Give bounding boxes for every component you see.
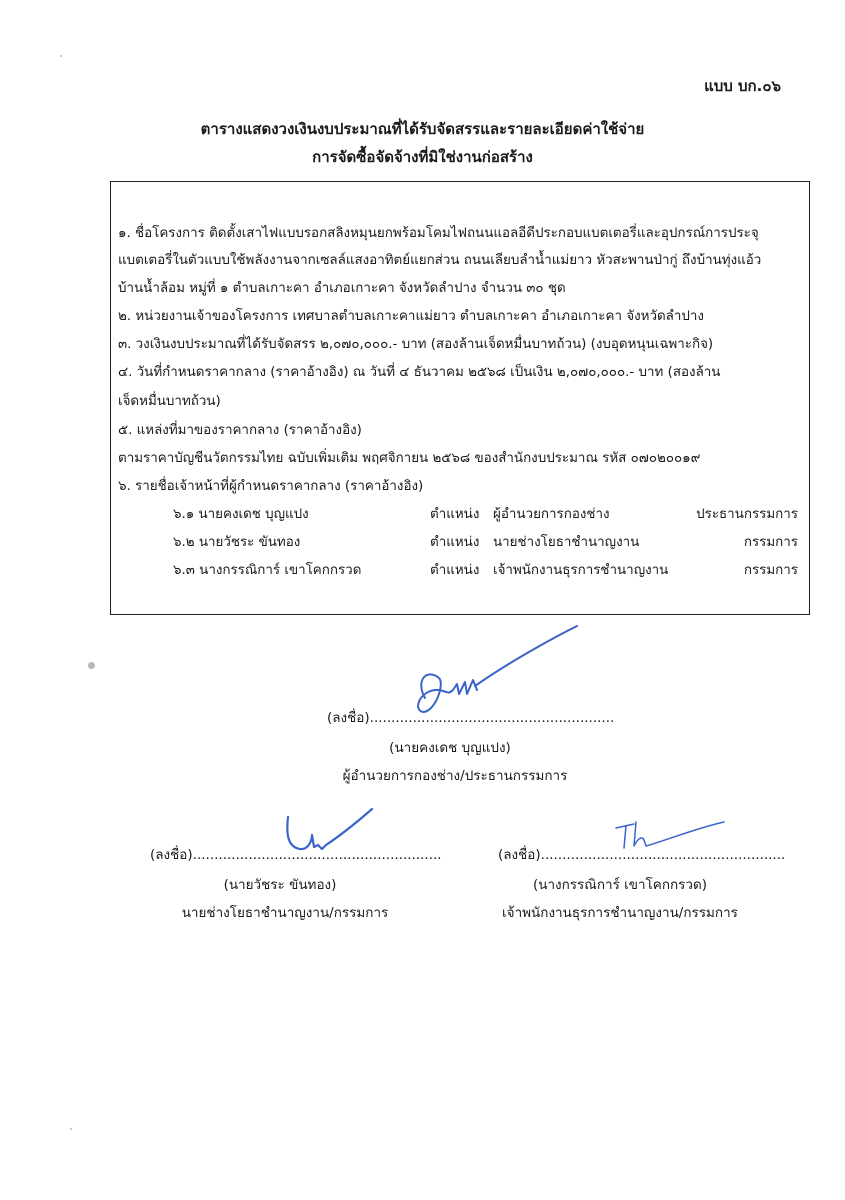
committee-role: กรรมการ	[743, 535, 798, 550]
item1-line3: บ้านน้ำล้อม หมู่ที่ ๑ ตำบลเกาะคา อำเภอเกาะคา จังหวัดลำปาง จำนวน ๓๐ ชุด	[118, 281, 566, 296]
item5-detail: ตามราคาบัญชีนวัตกรรมไทย ฉบับเพิ่มเติม พฤศจิกายน ๒๕๖๘ ของสำนักงบประมาณ รหัส ๐๗๐๒๐๐๑๙	[118, 451, 701, 466]
form-code: แบบ บก.๐๖	[704, 77, 781, 95]
item1-line1: ๑. ชื่อโครงการ ติดตั้งเสาไฟแบบรอกสลิงหมุนยกพร้อมโคมไฟถนนแอลอีดีประกอบแบตเตอรี่และอุปกรณ์การประจุ	[118, 226, 759, 241]
sign-label: (ลงชื่อ)	[327, 710, 370, 726]
member1-name: (นายวัชระ ขันทอง)	[223, 877, 337, 893]
document-subtitle: การจัดซื้อจัดจ้างที่มิใช่งานก่อสร้าง	[312, 148, 533, 166]
item4-line2: เจ็ดหมื่นบาทถ้วน)	[118, 394, 221, 409]
document-title: ตารางแสดงวงเงินงบประมาณที่ได้รับจัดสรรและรายละเอียดค่าใช้จ่าย	[200, 120, 645, 138]
scan-speck	[70, 1128, 72, 1130]
item2-owner-agency: ๒. หน่วยงานเจ้าของโครงการ เทศบาลตำบลเกาะคาแม่ยาว ตำบลเกาะคา อำเภอเกาะคา จังหวัดลำปาง	[118, 309, 704, 324]
item6-committee: ๖. รายชื่อเจ้าหน้าที่ผู้กำหนดราคากลาง (ราคาอ้างอิง)	[118, 479, 424, 494]
scan-speck	[88, 662, 95, 669]
sign-label: (ลงชื่อ)	[150, 847, 193, 863]
chair-title: ผู้อำนวยการกองช่าง/ประธานกรรมการ	[342, 768, 568, 784]
item4-line1: ๔. วันที่กำหนดราคากลาง (ราคาอ้างอิง) ณ วันที่ ๔ ธันวาคม ๒๕๖๘ เป็นเงิน ๒,๐๗๐,๐๐๐.- บาท (สองล้าน	[118, 365, 721, 380]
item3-budget: ๓. วงเงินงบประมาณที่ได้รับจัดสรร ๒,๐๗๐,๐๐๐.- บาท (สองล้านเจ็ดหมื่นบาทถ้วน) (งบอุดหนุนเฉพาะกิจ)	[118, 337, 714, 352]
chair-sign-line: (ลงชื่อ).........................................................	[327, 710, 615, 726]
member1-sign-line: (ลงชื่อ)..........................................................	[150, 847, 442, 863]
committee-position: นายช่างโยธาชำนาญงาน	[493, 535, 640, 550]
scan-speck	[60, 55, 62, 57]
member2-title: เจ้าพนักงานธุรการชำนาญงาน/กรรมการ	[502, 905, 738, 921]
committee-position-label: ตำแหน่ง	[430, 535, 480, 550]
committee-position-label: ตำแหน่ง	[430, 507, 480, 522]
committee-name: ๖.๓ นางกรรณิการ์ เขาโคกกรวด	[173, 563, 362, 578]
member1-title: นายช่างโยธาชำนาญงาน/กรรมการ	[181, 905, 389, 921]
committee-position-label: ตำแหน่ง	[430, 563, 480, 578]
sign-label: (ลงชื่อ)	[498, 847, 541, 863]
item5-source: ๕. แหล่งที่มาของราคากลาง (ราคาอ้างอิง)	[118, 423, 362, 438]
committee-position: ผู้อำนวยการกองช่าง	[493, 507, 610, 522]
committee-role: กรรมการ	[743, 563, 798, 578]
committee-name: ๖.๒ นายวัชระ ขันทอง	[173, 535, 301, 550]
chair-name: (นายคงเดช บุญแปง)	[389, 740, 511, 756]
member2-sign-line: (ลงชื่อ).........................................................	[498, 847, 786, 863]
committee-role: ประธานกรรมการ	[696, 507, 798, 522]
member2-name: (นางกรรณิการ์ เขาโคกกรวด)	[532, 877, 708, 893]
committee-position: เจ้าพนักงานธุรการชำนาญงาน	[493, 563, 669, 578]
committee-name: ๖.๑ นายคงเดช บุญแปง	[173, 507, 309, 522]
item1-line2: แบตเตอรี่ในตัวแบบใช้พลังงานจากเซลล์แสงอาทิตย์แยกส่วน ถนนเลียบลำน้ำแม่ยาว หัวสะพานป่ากู่ ถึงบ้านทุ่งแอ้ว	[118, 253, 762, 268]
